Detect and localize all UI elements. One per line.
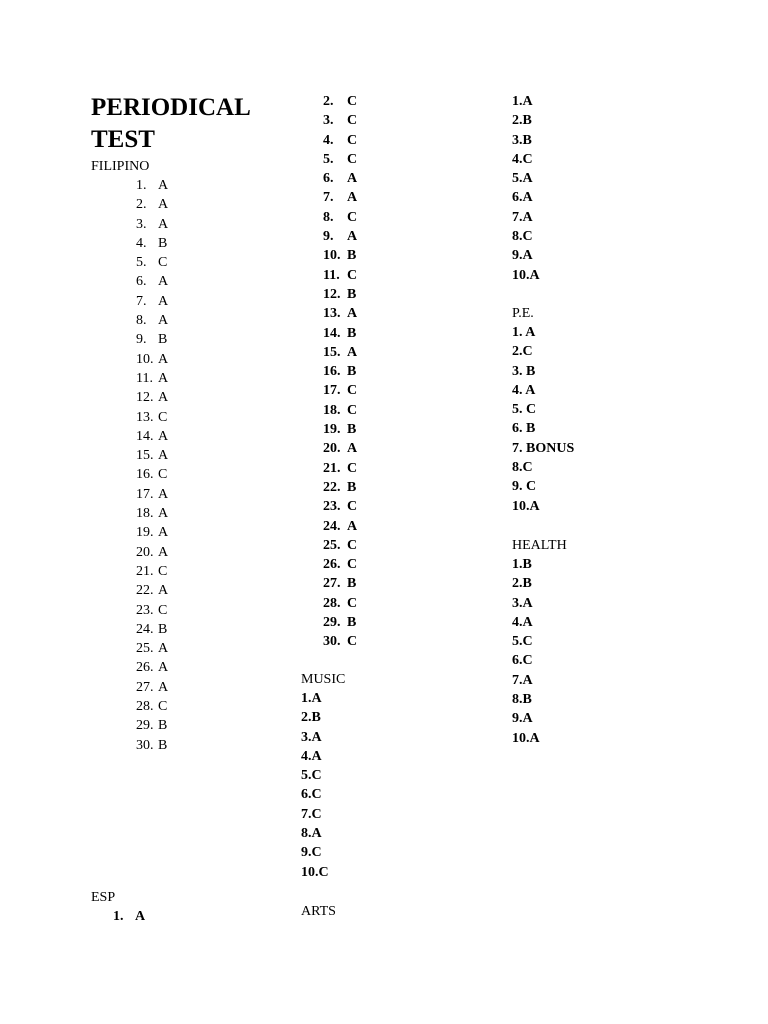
- item-answer: A: [158, 486, 169, 502]
- item-answer: C: [158, 467, 168, 483]
- item-answer: A: [347, 190, 358, 206]
- answer-item: 6.C: [301, 787, 322, 803]
- item-number: 29.: [136, 718, 154, 734]
- item-answer: A: [158, 525, 169, 541]
- item-answer: C: [347, 383, 358, 399]
- answer-item: 7.A: [512, 672, 533, 688]
- answer-item: 4.A: [512, 614, 533, 630]
- answer-item: [136, 620, 168, 639]
- answer-item: [136, 272, 168, 291]
- answer-item: [323, 574, 357, 593]
- answer-item: 6. B: [512, 421, 536, 437]
- item-number: 13.: [136, 409, 154, 425]
- item-answer: A: [158, 583, 169, 599]
- answer-item: 7.C: [301, 806, 322, 822]
- item-number: 27.: [323, 576, 341, 592]
- health-heading: HEALTH: [512, 538, 567, 553]
- item-number: 25.: [323, 537, 341, 553]
- page-title: PERIODICAL TEST: [91, 94, 250, 153]
- item-answer: A: [347, 344, 358, 360]
- item-number: 5.: [323, 151, 334, 167]
- answer-item: [323, 111, 357, 130]
- item-answer: A: [158, 351, 169, 367]
- item-answer: A: [158, 448, 169, 464]
- item-answer: A: [135, 909, 146, 924]
- answer-item: [136, 523, 168, 542]
- item-answer: B: [347, 364, 357, 380]
- item-answer: C: [347, 499, 358, 515]
- answer-item: [136, 234, 168, 253]
- item-number: 14.: [323, 325, 341, 341]
- item-number: 11.: [136, 370, 153, 386]
- answer-item: [136, 581, 168, 600]
- item-number: 8.: [323, 209, 334, 225]
- answer-item: [136, 292, 168, 311]
- item-number: 4.: [323, 132, 334, 148]
- answer-item: [113, 907, 145, 926]
- item-answer: A: [158, 506, 169, 522]
- answer-item: [136, 253, 168, 272]
- answer-item: 5.A: [512, 171, 533, 187]
- answer-item: [136, 465, 168, 484]
- pe-answer-list: [512, 323, 574, 516]
- answer-item: [323, 478, 357, 497]
- item-answer: A: [158, 197, 169, 213]
- answer-item: 2.B: [301, 710, 321, 726]
- item-number: 28.: [136, 699, 154, 715]
- item-number: 16.: [136, 467, 154, 483]
- answer-item: [323, 401, 357, 420]
- item-number: 4.: [136, 235, 147, 251]
- answer-item: [136, 678, 168, 697]
- item-number: 1.: [113, 909, 124, 924]
- answer-item: [136, 388, 168, 407]
- item-number: 9.: [136, 332, 147, 348]
- item-answer: A: [347, 171, 358, 187]
- item-answer: A: [158, 679, 169, 695]
- answer-item: 2.B: [512, 113, 532, 129]
- answer-item: [323, 131, 357, 150]
- arts-heading: ARTS: [301, 904, 336, 919]
- esp-answer-list-start: [113, 907, 145, 926]
- answer-item: 4.C: [512, 151, 533, 167]
- item-answer: C: [158, 563, 168, 579]
- answer-item: 8.C: [512, 229, 533, 245]
- answer-item: 3. B: [512, 363, 536, 379]
- answer-item: [323, 497, 357, 516]
- item-answer: C: [347, 132, 358, 148]
- answer-item: 9.A: [512, 248, 533, 264]
- answer-item: 8.A: [301, 826, 322, 842]
- answer-item: [323, 246, 357, 265]
- item-answer: B: [158, 235, 168, 251]
- item-answer: C: [158, 699, 168, 715]
- answer-item: [323, 459, 357, 478]
- item-number: 21.: [136, 563, 154, 579]
- answer-item: [136, 369, 168, 388]
- item-answer: B: [347, 422, 357, 438]
- answer-item: [323, 613, 357, 632]
- item-answer: A: [158, 544, 169, 560]
- answer-item: 1. A: [512, 325, 536, 340]
- answer-item: [323, 632, 357, 651]
- item-answer: A: [158, 641, 169, 657]
- item-number: 8.: [136, 313, 147, 329]
- answer-item: 6.A: [512, 190, 533, 206]
- item-answer: C: [347, 460, 358, 476]
- answer-item: 5.C: [512, 634, 533, 650]
- item-number: 2.: [323, 94, 334, 109]
- answer-item: 9.A: [512, 711, 533, 727]
- answer-item: 10.A: [512, 498, 540, 514]
- answer-item: 8.B: [512, 692, 532, 708]
- item-answer: A: [158, 313, 169, 329]
- health-answer-list: [512, 555, 540, 748]
- item-number: 27.: [136, 679, 154, 695]
- item-number: 22.: [136, 583, 154, 599]
- filipino-heading: FILIPINO: [91, 159, 150, 174]
- item-answer: A: [158, 293, 169, 309]
- item-answer: B: [347, 325, 357, 341]
- answer-item: [323, 208, 357, 227]
- item-answer: C: [347, 209, 358, 225]
- answer-item: 3.A: [512, 595, 533, 611]
- item-answer: C: [347, 537, 358, 553]
- answer-item: 4.A: [301, 748, 322, 764]
- answer-item: [136, 697, 168, 716]
- answer-item: [323, 304, 357, 323]
- item-number: 19.: [323, 422, 341, 438]
- item-answer: A: [347, 441, 358, 457]
- item-answer: A: [347, 518, 358, 534]
- item-number: 19.: [136, 525, 154, 541]
- answer-item: [323, 439, 357, 458]
- esp-answer-list-continued: [323, 92, 357, 652]
- item-number: 14.: [136, 428, 154, 444]
- item-number: 15.: [136, 448, 154, 464]
- item-number: 23.: [323, 499, 341, 515]
- item-answer: B: [347, 576, 357, 592]
- item-answer: C: [347, 595, 358, 611]
- answer-item: [323, 381, 357, 400]
- item-number: 5.: [136, 255, 147, 271]
- item-answer: B: [347, 479, 357, 495]
- answer-item: [323, 266, 357, 285]
- item-answer: C: [347, 151, 358, 167]
- answer-item: [136, 330, 168, 349]
- answer-item: 9. C: [512, 479, 537, 495]
- item-answer: C: [347, 113, 358, 129]
- answer-item: [136, 543, 168, 562]
- item-answer: B: [158, 737, 168, 753]
- item-answer: B: [347, 286, 357, 302]
- item-number: 3.: [136, 216, 147, 232]
- answer-item: [323, 343, 357, 362]
- item-answer: B: [347, 615, 357, 631]
- item-number: 22.: [323, 479, 341, 495]
- answer-item: [323, 362, 357, 381]
- item-number: 3.: [323, 113, 334, 129]
- answer-item: [136, 176, 168, 195]
- answer-item: 5. C: [512, 402, 537, 418]
- answer-item: [323, 150, 357, 169]
- item-number: 21.: [323, 460, 341, 476]
- answer-item: [136, 195, 168, 214]
- music-answer-list: [301, 689, 329, 882]
- answer-item: [136, 736, 168, 755]
- answer-item: [323, 92, 357, 111]
- item-answer: C: [158, 409, 168, 425]
- item-answer: B: [158, 332, 168, 348]
- item-answer: B: [347, 248, 357, 264]
- answer-item: 6.C: [512, 653, 533, 669]
- answer-item: [136, 446, 168, 465]
- answer-item: [136, 716, 168, 735]
- answer-item: [323, 285, 357, 304]
- item-number: 6.: [136, 274, 147, 290]
- item-number: 17.: [136, 486, 154, 502]
- item-number: 26.: [136, 660, 154, 676]
- answer-item: [136, 639, 168, 658]
- answer-item: 4. A: [512, 382, 536, 398]
- item-answer: A: [158, 274, 169, 290]
- item-answer: A: [347, 229, 358, 245]
- item-answer: B: [158, 621, 168, 637]
- answer-item: 3.A: [301, 729, 322, 745]
- answer-item: 7.A: [512, 209, 533, 225]
- answer-item: [136, 562, 168, 581]
- item-answer: A: [347, 306, 358, 322]
- item-answer: A: [158, 178, 169, 193]
- answer-item: 1.B: [512, 557, 532, 572]
- item-number: 24.: [323, 518, 341, 534]
- answer-item: [136, 485, 168, 504]
- item-number: 28.: [323, 595, 341, 611]
- item-number: 10.: [136, 351, 154, 367]
- item-answer: A: [158, 216, 169, 232]
- answer-item: [323, 555, 357, 574]
- item-number: 17.: [323, 383, 341, 399]
- answer-item: 9.C: [301, 845, 322, 861]
- answer-item: [136, 427, 168, 446]
- answer-item: 7. BONUS: [512, 440, 575, 456]
- item-number: 20.: [323, 441, 341, 457]
- item-number: 7.: [136, 293, 147, 309]
- answer-item: 1.A: [512, 94, 533, 109]
- answer-item: [136, 504, 168, 523]
- item-number: 16.: [323, 364, 341, 380]
- item-number: 11.: [323, 267, 340, 283]
- answer-item: 10.A: [512, 730, 540, 746]
- answer-item: 10.C: [301, 864, 329, 880]
- item-answer: C: [347, 402, 358, 418]
- answer-item: [136, 658, 168, 677]
- answer-item: [136, 601, 168, 620]
- item-number: 9.: [323, 229, 334, 245]
- item-number: 26.: [323, 557, 341, 573]
- answer-item: [323, 517, 357, 536]
- item-number: 15.: [323, 344, 341, 360]
- item-number: 12.: [136, 390, 154, 406]
- answer-item: 2.C: [512, 344, 533, 360]
- item-number: 30.: [136, 737, 154, 753]
- answer-item: [136, 215, 168, 234]
- answer-item: 10.A: [512, 267, 540, 283]
- pe-heading: P.E.: [512, 306, 534, 321]
- esp-heading: ESP: [91, 890, 116, 905]
- item-number: 18.: [323, 402, 341, 418]
- filipino-answer-list: [136, 176, 168, 755]
- answer-item: [323, 188, 357, 207]
- item-number: 23.: [136, 602, 154, 618]
- item-number: 7.: [323, 190, 334, 206]
- item-number: 12.: [323, 286, 341, 302]
- answer-item: [323, 169, 357, 188]
- item-number: 18.: [136, 506, 154, 522]
- item-number: 30.: [323, 634, 341, 650]
- item-answer: C: [347, 94, 358, 109]
- item-number: 2.: [136, 197, 147, 213]
- answer-item: [323, 594, 357, 613]
- item-number: 1.: [136, 178, 147, 193]
- item-answer: C: [347, 267, 358, 283]
- item-answer: A: [158, 370, 169, 386]
- item-answer: C: [158, 602, 168, 618]
- answer-item: 1.A: [301, 691, 322, 706]
- item-number: 10.: [323, 248, 341, 264]
- item-answer: C: [158, 255, 168, 271]
- item-number: 29.: [323, 615, 341, 631]
- answer-item: [323, 536, 357, 555]
- answer-item: [323, 420, 357, 439]
- answer-item: [136, 311, 168, 330]
- answer-item: [136, 350, 168, 369]
- answer-item: 8.C: [512, 460, 533, 476]
- item-number: 24.: [136, 621, 154, 637]
- item-answer: A: [158, 390, 169, 406]
- item-answer: A: [158, 660, 169, 676]
- music-heading: MUSIC: [301, 672, 346, 687]
- item-answer: C: [347, 557, 358, 573]
- item-number: 25.: [136, 641, 154, 657]
- answer-item: 3.B: [512, 132, 532, 148]
- answer-item: [136, 408, 168, 427]
- answer-item: [323, 324, 357, 343]
- answer-item: 5.C: [301, 768, 322, 784]
- item-number: 13.: [323, 306, 341, 322]
- item-number: 20.: [136, 544, 154, 560]
- item-answer: A: [158, 428, 169, 444]
- answer-item: [323, 227, 357, 246]
- item-answer: C: [347, 634, 358, 650]
- item-number: 6.: [323, 171, 334, 187]
- answer-item: 2.B: [512, 576, 532, 592]
- arts-answer-list: [512, 92, 540, 285]
- item-answer: B: [158, 718, 168, 734]
